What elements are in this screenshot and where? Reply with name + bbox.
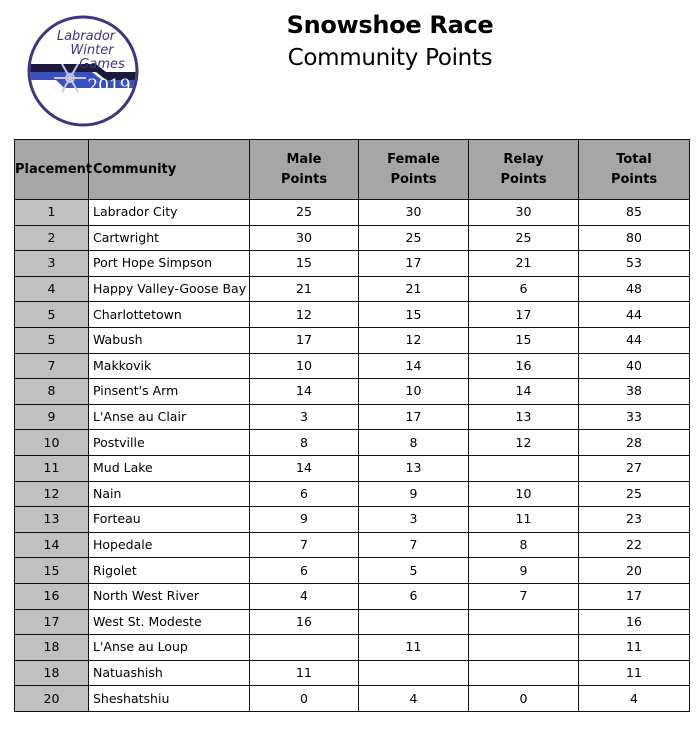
table-row (15, 200, 690, 226)
cell-male: 8 (250, 430, 359, 456)
cell-placement: 5 (15, 302, 89, 328)
cell-placement: 20 (15, 686, 89, 712)
cell-female: 4 (359, 686, 469, 712)
cell-relay: 0 (469, 686, 579, 712)
cell-male: 30 (250, 225, 359, 251)
cell-female: 12 (359, 327, 469, 353)
cell-male: 6 (250, 558, 359, 584)
cell-male: 12 (250, 302, 359, 328)
cell-community: Mud Lake (89, 455, 250, 481)
cell-total: 40 (579, 353, 690, 379)
cell-placement: 10 (15, 430, 89, 456)
cell-community: Happy Valley-Goose Bay (89, 276, 250, 302)
cell-relay: 15 (469, 327, 579, 353)
cell-female: 17 (359, 404, 469, 430)
cell-male: 15 (250, 251, 359, 277)
table-row (15, 507, 690, 533)
cell-community: Rigolet (89, 558, 250, 584)
cell-male: 9 (250, 507, 359, 533)
cell-female: 14 (359, 353, 469, 379)
page-title: Snowshoe Race (286, 11, 494, 39)
cell-placement: 12 (15, 481, 89, 507)
cell-relay (469, 609, 579, 635)
cell-relay: 10 (469, 481, 579, 507)
logo-line3: Games (79, 57, 125, 72)
cell-community: Pinsent's Arm (89, 379, 250, 405)
table-row (15, 481, 690, 507)
cell-community: Sheshatshiu (89, 686, 250, 712)
cell-relay: 16 (469, 353, 579, 379)
cell-female: 15 (359, 302, 469, 328)
cell-placement: 15 (15, 558, 89, 584)
column-header-placement: Placement (15, 140, 89, 200)
table-row (15, 532, 690, 558)
cell-female: 21 (359, 276, 469, 302)
cell-female: 6 (359, 583, 469, 609)
cell-relay: 8 (469, 532, 579, 558)
cell-relay: 11 (469, 507, 579, 533)
table-row (15, 327, 690, 353)
cell-female: 30 (359, 200, 469, 226)
cell-total: 33 (579, 404, 690, 430)
cell-placement: 7 (15, 353, 89, 379)
cell-placement: 14 (15, 532, 89, 558)
cell-total: 44 (579, 327, 690, 353)
cell-female (359, 609, 469, 635)
column-header-male: Male Points (250, 140, 359, 200)
cell-community: L'Anse au Clair (89, 404, 250, 430)
table-row (15, 225, 690, 251)
cell-female: 13 (359, 455, 469, 481)
cell-female: 7 (359, 532, 469, 558)
cell-community: Forteau (89, 507, 250, 533)
cell-community: West St. Modeste (89, 609, 250, 635)
cell-community: Wabush (89, 327, 250, 353)
table-row (15, 251, 690, 277)
cell-placement: 3 (15, 251, 89, 277)
cell-total: 28 (579, 430, 690, 456)
cell-female: 3 (359, 507, 469, 533)
cell-placement: 1 (15, 200, 89, 226)
cell-male: 11 (250, 660, 359, 686)
cell-total: 20 (579, 558, 690, 584)
cell-female: 10 (359, 379, 469, 405)
cell-relay: 25 (469, 225, 579, 251)
cell-total: 38 (579, 379, 690, 405)
logo-line2: Winter (70, 43, 114, 58)
cell-female: 5 (359, 558, 469, 584)
cell-total: 48 (579, 276, 690, 302)
points-table (14, 139, 690, 712)
cell-female: 8 (359, 430, 469, 456)
cell-placement: 11 (15, 455, 89, 481)
table-row (15, 404, 690, 430)
cell-relay: 30 (469, 200, 579, 226)
cell-female: 9 (359, 481, 469, 507)
cell-community: Nain (89, 481, 250, 507)
cell-placement: 8 (15, 379, 89, 405)
table-row (15, 686, 690, 712)
cell-male (250, 635, 359, 661)
cell-relay: 6 (469, 276, 579, 302)
cell-community: L'Anse au Loup (89, 635, 250, 661)
cell-community: Makkovik (89, 353, 250, 379)
cell-placement: 16 (15, 583, 89, 609)
cell-placement: 9 (15, 404, 89, 430)
cell-total: 16 (579, 609, 690, 635)
cell-community: North West River (89, 583, 250, 609)
cell-relay: 12 (469, 430, 579, 456)
cell-total: 11 (579, 660, 690, 686)
table-row (15, 353, 690, 379)
page-subtitle: Community Points (287, 45, 493, 71)
logo-year: 2019 (87, 76, 131, 96)
cell-total: 44 (579, 302, 690, 328)
cell-total: 80 (579, 225, 690, 251)
cell-male: 6 (250, 481, 359, 507)
cell-female (359, 660, 469, 686)
cell-placement: 5 (15, 327, 89, 353)
table-row (15, 583, 690, 609)
cell-male: 10 (250, 353, 359, 379)
cell-female: 11 (359, 635, 469, 661)
cell-community: Hopedale (89, 532, 250, 558)
cell-community: Charlottetown (89, 302, 250, 328)
cell-community: Natuashish (89, 660, 250, 686)
labrador-winter-games-logo (26, 14, 140, 128)
table-row (15, 276, 690, 302)
cell-relay (469, 660, 579, 686)
cell-community: Port Hope Simpson (89, 251, 250, 277)
column-header-female: Female Points (359, 140, 469, 200)
cell-male: 4 (250, 583, 359, 609)
cell-total: 22 (579, 532, 690, 558)
cell-placement: 18 (15, 635, 89, 661)
cell-relay (469, 455, 579, 481)
cell-total: 11 (579, 635, 690, 661)
table-row (15, 635, 690, 661)
cell-placement: 13 (15, 507, 89, 533)
cell-male: 21 (250, 276, 359, 302)
cell-placement: 4 (15, 276, 89, 302)
table-row (15, 455, 690, 481)
logo-line1: Labrador (56, 29, 116, 44)
cell-relay: 21 (469, 251, 579, 277)
cell-total: 53 (579, 251, 690, 277)
cell-male: 14 (250, 379, 359, 405)
column-header-community: Community (89, 140, 250, 200)
table-row (15, 660, 690, 686)
cell-relay (469, 635, 579, 661)
cell-male: 16 (250, 609, 359, 635)
cell-total: 27 (579, 455, 690, 481)
cell-male: 7 (250, 532, 359, 558)
cell-male: 0 (250, 686, 359, 712)
cell-relay: 7 (469, 583, 579, 609)
table-row (15, 302, 690, 328)
cell-male: 14 (250, 455, 359, 481)
cell-relay: 14 (469, 379, 579, 405)
cell-total: 23 (579, 507, 690, 533)
cell-total: 85 (579, 200, 690, 226)
table-row (15, 558, 690, 584)
cell-total: 4 (579, 686, 690, 712)
table-row (15, 379, 690, 405)
cell-relay: 9 (469, 558, 579, 584)
cell-placement: 18 (15, 660, 89, 686)
cell-community: Cartwright (89, 225, 250, 251)
cell-community: Postville (89, 430, 250, 456)
cell-placement: 17 (15, 609, 89, 635)
column-header-relay: Relay Points (469, 140, 579, 200)
cell-total: 17 (579, 583, 690, 609)
cell-male: 3 (250, 404, 359, 430)
cell-relay: 17 (469, 302, 579, 328)
cell-relay: 13 (469, 404, 579, 430)
table-row (15, 609, 690, 635)
cell-placement: 2 (15, 225, 89, 251)
cell-total: 25 (579, 481, 690, 507)
header-row (15, 140, 690, 200)
table-row (15, 430, 690, 456)
column-header-total: Total Points (579, 140, 690, 200)
cell-male: 17 (250, 327, 359, 353)
logo-graphic (26, 14, 140, 128)
cell-female: 25 (359, 225, 469, 251)
cell-community: Labrador City (89, 200, 250, 226)
cell-male: 25 (250, 200, 359, 226)
cell-female: 17 (359, 251, 469, 277)
